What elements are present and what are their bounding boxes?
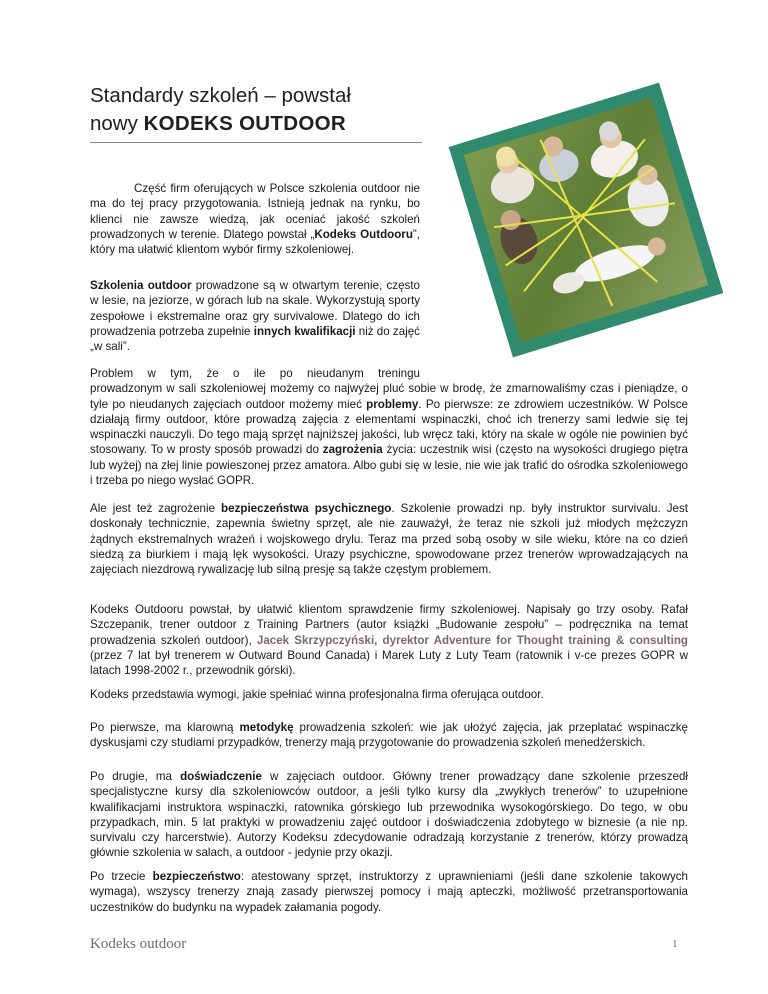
- team-photo: [436, 70, 736, 370]
- accent-author: Jacek Skrzypczyński, dyrektor Adventure for Thought training & consulting: [256, 633, 688, 647]
- paragraph-authors: Kodeks Outdooru powstał, by ułatwić klientom sprawdzenie firmy szkoleniowej. Napisały go trzy osoby. Rafał Szczepanik, trener outdoor z Training Partners (autor książki „Budowanie zespołu” – podręcznika na temat prowadzenia szkoleń outdoor), Jacek Skrzypczyński, dyrektor Adventure for Thought training & consulting (przez 7 lat był trenerem w Outward Bound Canada) i Marek Luty z Luty Team (ratownik i v-ce prezes GOPR w latach 1998-2002 r., przewodnik górski).: [90, 603, 688, 678]
- page-title: [90, 82, 430, 138]
- title-divider: [90, 142, 422, 143]
- intro-paragraph: Część firm oferujących w Polsce szkolenia outdoor nie ma do tej pracy przygotowania. Istnieją jednak na rynku, bo klienci nie zawsze wiedzą, jak oceniać jakość szkoleń prowadzonych w terenie. Dlatego powstał „Kodeks Outdooru”, który ma ułatwić klientom wybór firmy szkoleniowej.: [90, 182, 420, 257]
- paragraph-methodology: Po pierwsze, ma klarowną metodykę prowadzenia szkoleń: wie jak ułożyć zajęcia, jak przeplatać wspinaczkę dyskusjami czy studiami przypadków, trenerzy mają przygotowanie do prowadzenia szkoleń menedżerskich.: [90, 721, 689, 750]
- paragraph-outdoor-definition: Szkolenia outdoor prowadzone są w otwartym terenie, często w lesie, na jeziorze, w górach lub na skale. Wykorzystują sporty zespołowe i ekstremalne oraz gry survivalowe. Dlatego do ich prowadzenia potrzeba zupełnie innych kwalifikacji niż do zajęć „w sali”.: [90, 279, 420, 354]
- paragraph-requirements: Kodeks przedstawia wymogi, jakie spełniać winna profesjonalna firma oferująca outdoor.: [90, 688, 544, 701]
- title-line-2: nowy KODEKS OUTDOOR: [90, 112, 346, 135]
- title-bold: KODEKS OUTDOOR: [143, 112, 346, 135]
- page-number: 1: [672, 938, 678, 950]
- paragraph-experience: Po drugie, ma doświadczenie w zajęciach outdoor. Główny trener prowadzący dane szkolenie przeszedł specjalistyczne kursy dla szkoleniowców outdoor, a jeśli tylko kursy dla „zwykłych trenerów” to uzupełnione kwalifikacjami instruktora wspinaczki, ratownika górskiego lub przewodnika wysokogórskiego. Do tego, w obu przypadkach, min. 5 lat praktyki w prowadzeniu zajęć outdoor i doświadczenia zdobytego w biznesie (a nie np. survivalu czy harcerstwie). Autorzy Kodeksu zdecydowanie odradzają korzystanie z trenerów, którzy prowadzą głównie szkolenia w salach, a outdoor - jedynie przy okazji.: [90, 770, 688, 860]
- paragraph-safety: Po trzecie bezpieczeństwo: atestowany sprzęt, instruktorzy z uprawnieniami (jeśli dane szkolenie takowych wymaga), wszyscy trenerzy znają zasady pierwszej pomocy i mają apteczki, możliwość przetransportowania uczestników do budynku na wypadek załamania pogody.: [90, 870, 688, 914]
- paragraph-psychological-safety: Ale jest też zagrożenie bezpieczeństwa psychicznego. Szkolenie prowadzi np. były instruktor survivalu. Jest doskonały technicznie, zapewnia świetny sprzęt, ale nie zauważył, że teraz nie szkoli już młodych mężczyzn żądnych ekstremalnych wrażeń i wojskowego drylu. Teraz ma przed sobą osoby w sile wieku, które na co dzień siedzą za biurkiem i mają lęk wysokości. Urazy psychiczne, spowodowane przez trenerów wprowadzających na zajęciach niezdrową rywalizację lub silną presję są także częstym problemem.: [90, 502, 688, 577]
- title-line-1: Standardy szkoleń – powstał: [90, 84, 351, 107]
- footer-title: Kodeks outdoor: [90, 936, 187, 952]
- paragraph-problems: Problem w tym, że o ile po nieudanym treningu prowadzonym w sali szkoleniowej możemy co najwyżej pluć sobie w brodę, że zmarnowaliśmy czas i pieniądze, o tyle po nieudanych zajęciach outdoor możemy mieć problemy. Po pierwsze: ze zdrowiem uczestników. W Polsce działają firmy outdoor, które prowadzą zajęcia z elementami wspinaczki, choć ich trenerzy sami ledwie się tej wspinaczki nauczyli. Do tego mają sprzęt najniższej jakości, lub wręcz taki, który na skale w ogóle nie powinien być stosowany. To w prosty sposób prowadzi do zagrożenia życia: uczestnik wisi (często na wysokości drugiego piętra lub wyżej) na złej linie powieszonej przez amatora. Albo gubi się w lesie, nie wie jak trafić do ośrodka szkoleniowego i trzeba po niego wysłać GOPR.: [90, 367, 689, 488]
- team-photo-image: [436, 70, 736, 370]
